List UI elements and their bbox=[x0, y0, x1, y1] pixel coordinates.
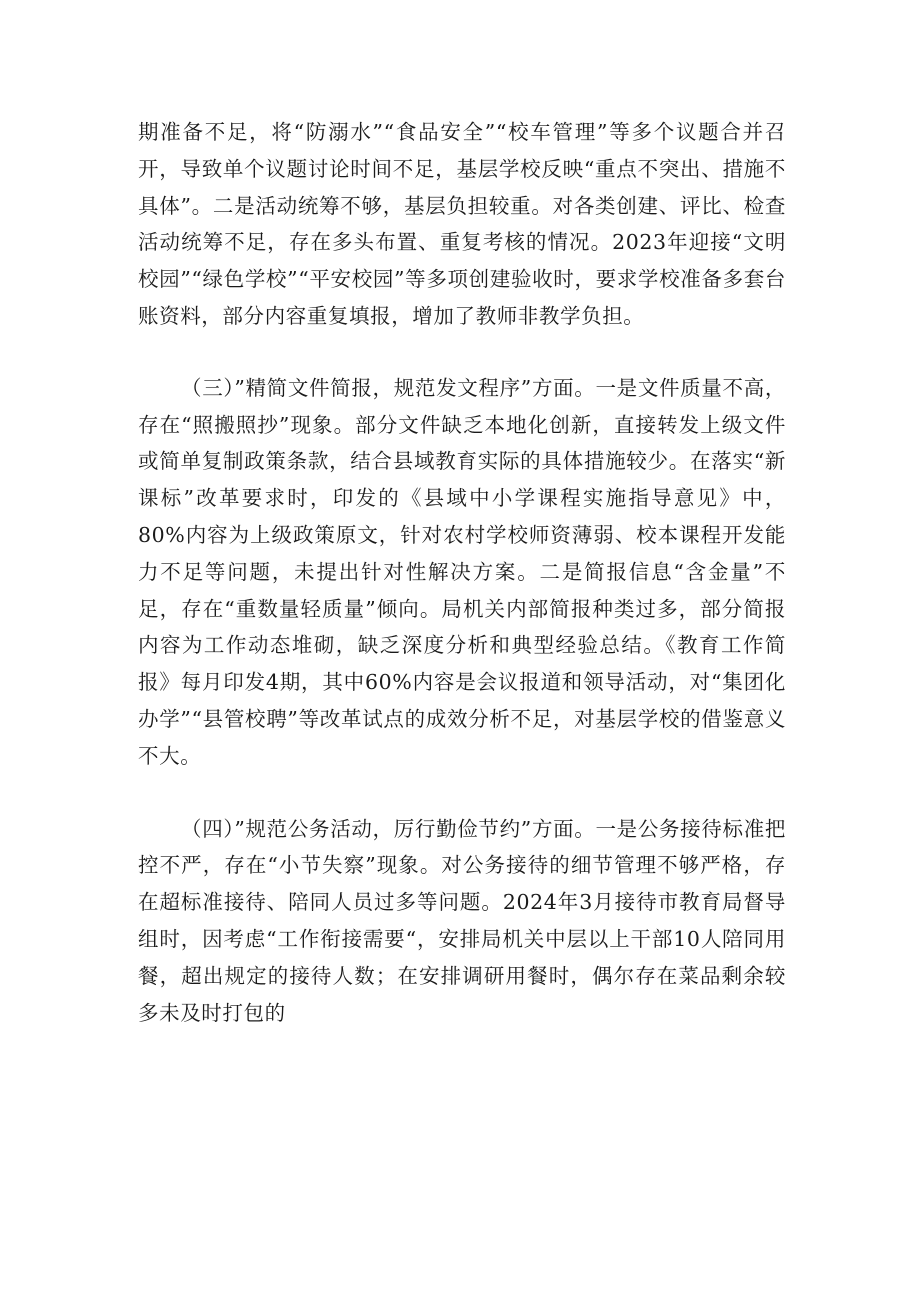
paragraph-section-three: （三）”精简文件简报，规范发文程序”方面。一是文件质量不高，存在“照搬照抄”现象。部分文件缺乏本地化创新，直接转发上级文件或简单复制政策条款，结合县域教育实际的具体措施较少。在落实“新课标”改革要求时，印发的《县域中小学课程实施指导意见》中，80%内容为上级政策原文，针对农村学校师资薄弱、校本课程开发能力不足等问题，未提出针对性解决方案。二是简报信息“含金量”不足，存在“重数量轻质量”倾向。局机关内部简报种类过多，部分简报内容为工作动态堆砌，缺乏深度分析和典型经验总结。《教育工作简报》每月印发4期，其中60%内容是会议报道和领导活动，对“集团化办学”“县管校聘”等改革试点的成效分析不足，对基层学校的借鉴意义不大。 bbox=[138, 375, 786, 768]
paragraph-continuation: 期准备不足，将“防溺水”“食品安全”“校车管理”等多个议题合并召开，导致单个议题讨论时间不足，基层学校反映“重点不突出、措施不具体”。二是活动统筹不够，基层负担较重。对各类创建、评比、检查活动统筹不足，存在多头布置、重复考核的情况。2023年迎接“文明校园”“绿色学校”“平安校园”等多项创建验收时，要求学校准备多套台账资料，部分内容重复填报，增加了教师非教学负担。 bbox=[138, 120, 786, 328]
document-body bbox=[138, 114, 786, 1031]
paragraph-section-four: （四）”规范公务活动，厉行勤俭节约”方面。一是公务接待标准把控不严，存在“小节失察”现象。对公务接待的细节管理不够严格，存在超标准接待、陪同人员过多等问题。2024年3月接待市教育局督导组时，因考虑“工作衔接需要“，安排局机关中层以上干部10人陪同用餐，超出规定的接待人数；在安排调研用餐时，偶尔存在菜品剩余较多未及时打包的 bbox=[138, 816, 786, 1025]
